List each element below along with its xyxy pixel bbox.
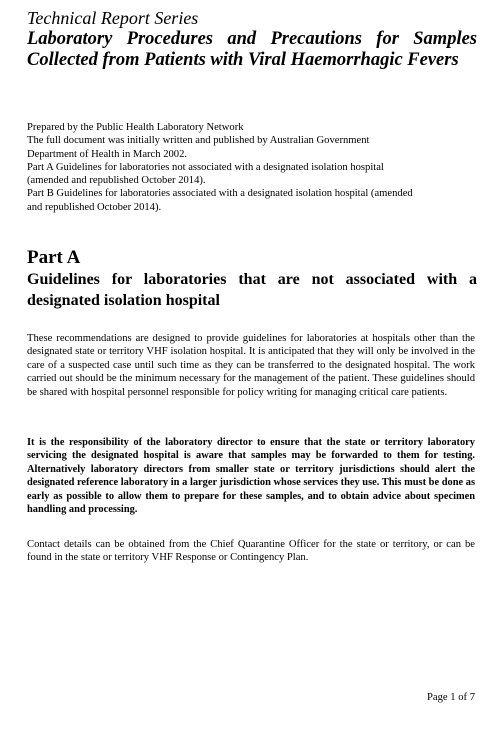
body-paragraph: These recommendations are designed to provide guidelines for laboratories at hospitals other than the designated state or territory VHF isolation hospital. It is anticipated that they will only be involved in the care of a suspected case until such time as they can be transferred to the designated hospital. The work carried out should be the minimum necessary for the management of the patient. These guidelines should be shared with hospital personnel responsible for policy writing for managing critical care patients. xyxy=(27,333,475,398)
preparation-line: Part A Guidelines for laboratories not associated with a designated isolation hospital xyxy=(27,161,384,173)
document-title: Laboratory Procedures and Precautions for Samples Collected from Patients with Viral Haemorrhagic Fevers xyxy=(27,29,477,70)
preparation-notes xyxy=(27,121,477,214)
preparation-line: Part B Guidelines for laboratories associated with a designated isolation hospital (amended xyxy=(27,188,413,200)
preparation-line: Department of Health in March 2002. xyxy=(27,148,188,160)
report-series-label: Technical Report Series xyxy=(27,8,199,28)
part-a-subheading: Guidelines for laboratories that are not associated with a designated isolation hospital xyxy=(27,271,477,309)
preparation-line: The full document was initially written and published by Australian Government xyxy=(27,135,370,147)
page-number: Page 1 of 7 xyxy=(427,692,475,703)
preparation-line: and republished October 2014). xyxy=(27,201,162,213)
preparation-line: (amended and republished October 2014). xyxy=(27,175,206,187)
contact-details-paragraph: Contact details can be obtained from the Chief Quarantine Officer for the state or territory, or can be found in the state or territory VHF Response or Contingency Plan. xyxy=(27,539,475,564)
part-a-heading: Part A xyxy=(27,247,81,268)
preparation-line: Prepared by the Public Health Laboratory Network xyxy=(27,122,244,133)
bold-responsibility-paragraph: It is the responsibility of the laboratory director to ensure that the state or territory laboratory servicing the designated hospital is aware that samples may be forwarded to them for testing. Alternatively laboratory directors from smaller state or territory jurisdictions should alert the designated reference laboratory in a larger jurisdiction whose services they use. This must be done as early as possible to allow them to prepare for these samples, and to obtain advice about specimen handling and processing. xyxy=(27,437,475,516)
